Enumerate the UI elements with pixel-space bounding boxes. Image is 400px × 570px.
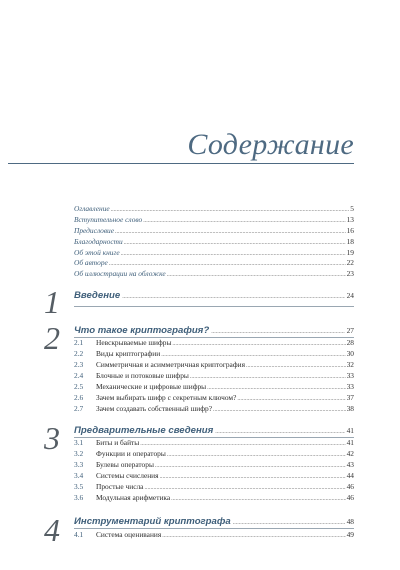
toc-entry-page: 16 (346, 225, 354, 235)
dot-leader (124, 240, 346, 246)
chapter-number: 2 (44, 320, 60, 356)
toc-entry-page: 19 (346, 247, 354, 257)
section-number: 2.3 (74, 360, 84, 369)
chapter-rule (74, 306, 354, 307)
section-number: 2.4 (74, 371, 84, 380)
dot-leader (167, 452, 346, 458)
dot-leader (237, 396, 345, 402)
chapter-entry[interactable] (74, 290, 354, 301)
section-number: 2.2 (74, 349, 84, 358)
toc-entry-label: Об иллюстрации на обложке (74, 269, 166, 279)
section-entry[interactable] (74, 349, 354, 359)
section-number: 2.7 (74, 404, 84, 413)
chapter-number: 4 (44, 512, 60, 548)
chapter-number: 3 (44, 420, 60, 456)
chapter-page: 24 (346, 291, 354, 300)
dot-leader (109, 261, 346, 267)
toc-entry-page: 5 (350, 204, 354, 213)
section-page: 28 (346, 338, 354, 347)
section-number: 3.2 (74, 449, 84, 458)
section-title: Зачем выбирать шифр с секретным ключом? (96, 393, 237, 402)
section-number: 3.3 (74, 460, 84, 469)
dot-leader (161, 352, 345, 358)
dot-leader (122, 294, 344, 300)
dot-leader (143, 218, 345, 224)
section-page: 32 (346, 360, 354, 369)
chapter-number: 1 (44, 284, 60, 320)
section-page: 37 (346, 393, 354, 402)
section-title: Симметричная и асимметричная криптография (96, 360, 245, 369)
section-page: 38 (346, 404, 354, 413)
dot-leader (140, 441, 345, 447)
chapter-entry[interactable] (74, 325, 354, 336)
front-matter-list (74, 204, 354, 280)
dot-leader (167, 272, 346, 278)
section-entry[interactable] (74, 438, 354, 448)
chapter-page: 27 (346, 326, 354, 335)
section-number: 3.5 (74, 482, 84, 491)
dot-leader (211, 329, 344, 335)
section-title: Механические и цифровые шифры (96, 382, 207, 391)
section-title: Простые числа (96, 482, 144, 491)
section-page: 33 (346, 382, 354, 391)
section-entry[interactable] (74, 493, 354, 503)
section-title: Зачем создавать собственный шифр? (96, 404, 213, 413)
section-number: 2.5 (74, 382, 84, 391)
section-entry[interactable] (74, 360, 354, 370)
section-number: 3.4 (74, 471, 84, 480)
section-page: 41 (346, 438, 354, 447)
chapter-page: 48 (346, 517, 354, 526)
chapter-entry[interactable] (74, 425, 354, 436)
section-entry[interactable] (74, 371, 354, 381)
toc-entry[interactable] (74, 204, 354, 215)
section-entry[interactable] (74, 338, 354, 348)
section-page: 44 (346, 471, 354, 480)
toc-entry[interactable] (74, 237, 354, 248)
toc-entry[interactable] (74, 226, 354, 237)
toc-entry-label: Об этой книге (74, 247, 120, 257)
dot-leader (172, 341, 345, 347)
section-title: Система оценивания (96, 530, 162, 539)
dot-leader (111, 207, 350, 213)
dot-leader (171, 496, 345, 502)
section-title: Биты и байты (96, 438, 140, 447)
dot-leader (160, 474, 346, 480)
toc-entry-label: Об авторе (74, 258, 108, 268)
section-title: Булевы операторы (96, 460, 154, 469)
section-entry[interactable] (74, 482, 354, 492)
section-number: 4.1 (74, 530, 84, 539)
toc-entry[interactable] (74, 248, 354, 259)
toc-entry[interactable] (74, 258, 354, 269)
section-entry[interactable] (74, 449, 354, 459)
chapter-title: Инструментарий криптографа (74, 516, 231, 527)
dot-leader (121, 251, 346, 257)
section-entry[interactable] (74, 530, 354, 540)
toc-entry-page: 13 (346, 214, 354, 224)
chapter-title: Что такое криптография? (74, 325, 210, 336)
section-page: 33 (346, 371, 354, 380)
toc-entry-label: Вступительное слово (74, 214, 143, 224)
section-title: Функции и операторы (96, 449, 166, 458)
toc-entry-label: Благодарности (74, 236, 123, 246)
dot-leader (190, 374, 346, 380)
section-page: 43 (346, 460, 354, 469)
page-title: Содержание (187, 128, 354, 161)
chapter-title: Предварительные сведения (74, 425, 214, 436)
toc-entry[interactable] (74, 215, 354, 226)
dot-leader (162, 533, 345, 539)
section-title: Модульная арифметика (96, 493, 171, 502)
section-page: 46 (346, 482, 354, 491)
toc-entry-page: 23 (346, 269, 354, 279)
section-title: Системы счисления (96, 471, 159, 480)
section-entry[interactable] (74, 404, 354, 414)
section-entry[interactable] (74, 382, 354, 392)
section-number: 2.1 (74, 338, 84, 347)
section-page: 46 (346, 493, 354, 502)
section-title: Невскрываемые шифры (96, 338, 172, 347)
section-number: 2.6 (74, 393, 84, 402)
dot-leader (213, 407, 346, 413)
section-page: 49 (346, 530, 354, 539)
section-page: 42 (346, 449, 354, 458)
toc-entry-label: Оглавление (74, 204, 110, 213)
section-number: 3.6 (74, 493, 84, 502)
dot-leader (215, 429, 344, 435)
toc-entry-label: Предисловие (74, 225, 115, 235)
toc-entry-page: 22 (346, 258, 354, 268)
section-entry[interactable] (74, 460, 354, 470)
title-rule (8, 163, 354, 164)
dot-leader (246, 363, 346, 369)
chapter-entry[interactable] (74, 516, 354, 527)
chapter-title: Введение (74, 290, 121, 301)
toc-entry[interactable] (74, 269, 354, 280)
dot-leader (155, 463, 346, 469)
dot-leader (115, 229, 346, 235)
dot-leader (233, 520, 345, 526)
section-title: Блочные и потоковые шифры (96, 371, 189, 380)
chapter-page: 41 (346, 426, 354, 435)
chapter-rule (74, 528, 354, 529)
section-number: 3.1 (74, 438, 84, 447)
section-page: 30 (346, 349, 354, 358)
section-entry[interactable] (74, 471, 354, 481)
dot-leader (207, 385, 345, 391)
dot-leader (144, 485, 345, 491)
section-entry[interactable] (74, 393, 354, 403)
section-title: Виды криптографии (96, 349, 161, 358)
toc-entry-page: 18 (346, 236, 354, 246)
